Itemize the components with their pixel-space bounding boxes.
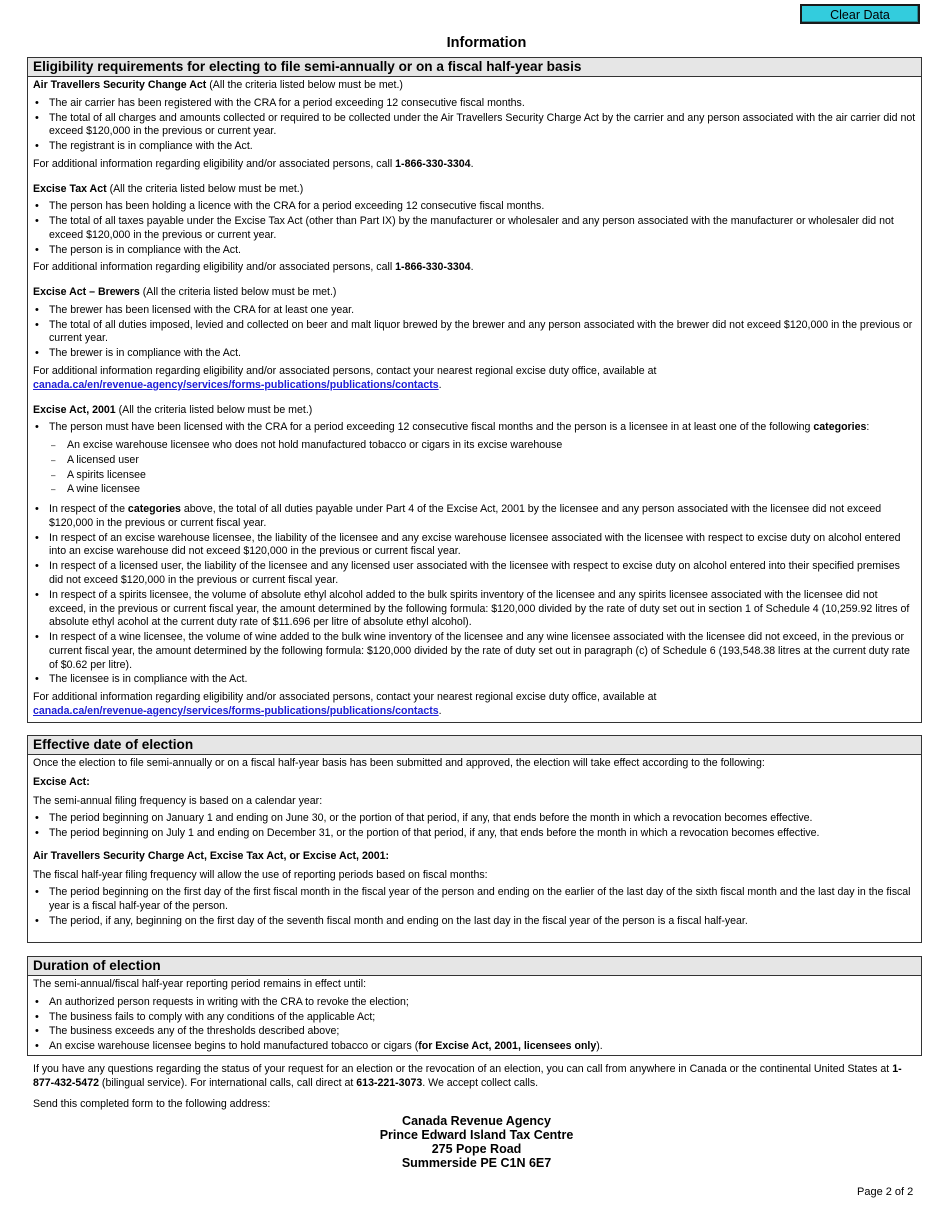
page-title: Information [446,35,527,51]
send-instruction: Send this completed form to the following address: [33,1098,271,1110]
list-item: • The period beginning on January 1 and ending on June 30, or the portion of that period, if any, that ends before the month in which a revocation becomes effective. [33,812,916,826]
effective-date-section [27,735,922,943]
brewers-subheading: Excise Act – Brewers (All the criteria listed below must be met.) [33,286,337,299]
list-item: • The registrant is in compliance with the Act. [33,140,916,154]
excise-periods-list [33,812,916,841]
list-item: • The person is in compliance with the Act. [33,244,916,258]
contacts-link[interactable]: canada.ca/en/revenue-agency/services/forms-publications/publications/contacts [33,378,439,391]
effective-intro: Once the election to file semi-annually or on a fiscal half-year basis has been submitted and approved, the election will take effect according to the following: [33,757,765,769]
mailing-address [0,1114,950,1170]
list-item: • The period beginning on the first day of the first fiscal month in the fiscal year of the person and ending on the earlier of the last day of the sixth fiscal month and the last day in the fiscal year is a fiscal half-year of the person. [33,886,916,914]
brewers-contact: For additional information regarding eligibility and/or associated persons, contact your nearest regional excise duty office, available at canada.ca/en/revenue-agency/services/forms-publications/publications/contacts. [33,365,657,391]
list-item: – A spirits licensee [51,469,916,483]
categories-list [51,439,916,497]
other-acts-subheading: Air Travellers Security Charge Act, Excise Tax Act, or Excise Act, 2001: [33,849,390,862]
address-line: Canada Revenue Agency [402,1114,551,1128]
list-item: • In respect of a wine licensee, the volume of wine added to the bulk wine inventory of the licensee and any wine licensee associated with the licensee did not exceed, in the previous or current fiscal year, the amount determined by the following formula: $120,000 divided by the rate of duty set out in paragraph (c) of Schedule 6 (193,548.38 litres at the current duty rate of $0.62 per litre). [33,631,916,672]
page-number: Page 2 of 2 [857,1186,914,1198]
address-line: Prince Edward Island Tax Centre [379,1128,574,1142]
list-item: • The person has been holding a licence with the CRA for a period exceeding 12 consecutive fiscal months. [33,200,916,214]
list-item: – A wine licensee [51,483,916,497]
excise-act-subheading: Excise Act: [33,775,90,788]
duration-heading: Duration of election [28,957,921,976]
excise-act-intro: The semi-annual filing frequency is based on a calendar year: [33,794,323,807]
duration-list [33,996,916,1054]
list-item: • The brewer has been licensed with the CRA for at least one year. [33,304,916,318]
other-acts-intro: The fiscal half-year filing frequency will allow the use of reporting periods based on fiscal months: [33,868,488,881]
list-item: • The period, if any, beginning on the first day of the seventh fiscal month and ending on the last day in the fiscal year of the person is a fiscal half-year. [33,915,916,929]
list-item: • The total of all taxes payable under the Excise Tax Act (other than Part IX) by the manufacturer or wholesaler and any person associated with the manufacturer or wholesaler did not exceed $120,000 in the previous or current year. [33,215,916,243]
list-item: • In respect of a spirits licensee, the volume of absolute ethyl alcohol added to the bulk spirits inventory of the licensee and any spirits licensee associated with the licensee did not exceed, in the previous or current fiscal year, the amount determined by the following formula: $120,000 divided by the rate of duty set out in section 1 of Schedule 4 (10,259.92 litres of absolute ethyl acohol at the current duty rate of $11.696 per litre of absolute ethyl alcohol). [33,589,916,630]
list-item: • The total of all duties imposed, levied and collected on beer and malt liquor brewed by the brewer and any person associated with the brewer did not exceed $120,000 in the previous or current year. [33,319,916,347]
list-item: • The period beginning on July 1 and ending on December 31, or the portion of that period, if any, that ends before the month in which a revocation becomes effective. [33,827,916,841]
list-item: • The brewer is in compliance with the Act. [33,347,916,361]
excise-2001-more-list [33,503,916,687]
excise-tax-criteria-list [33,200,916,257]
questions-text: If you have any questions regarding the status of your request for an election or the revocation of an election, you can call from anywhere in Canada or the continental United States at 1-877-432-5472 (bilingual service). For international calls, call direct at 613-221-3073. We accept collect calls. [33,1063,902,1089]
list-item: • The business exceeds any of the thresholds described above; [33,1025,916,1039]
list-item: • An authorized person requests in writing with the CRA to revoke the election; [33,996,916,1010]
brewers-criteria-list [33,304,916,361]
address-line: 275 Pope Road [431,1142,522,1156]
fiscal-periods-list [33,886,916,928]
excise-tax-subheading: Excise Tax Act (All the criteria listed below must be met.) [33,182,304,195]
list-item: – A licensed user [51,454,916,468]
list-item: • In respect of a licensed user, the liability of the licensee and any licensed user associated with the licensee with respect to excise duty on alcohol entered into their specified premises did not exceed $120,000 in the previous or current fiscal year. [33,560,916,588]
eligibility-heading: Eligibility requirements for electing to file semi-annually or on a fiscal half-year basis [28,58,921,77]
list-item: • The business fails to comply with any conditions of the applicable Act; [33,1011,916,1025]
atsc-subheading: Air Travellers Security Change Act (All the criteria listed below must be met.) [33,79,403,91]
excise-2001-contact: For additional information regarding eligibility and/or associated persons, contact your nearest regional excise duty office, available at canada.ca/en/revenue-agency/services/forms-publications/publications/contacts. [33,691,657,717]
list-item: • The air carrier has been registered with the CRA for a period exceeding 12 consecutive fiscal months. [33,97,916,111]
list-item: • In respect of the categories above, the total of all duties payable under Part 4 of the Excise Act, 2001 by the licensee and any person associated with the licensee did not exceed $120,000 in the previous or current fiscal year. [33,503,916,531]
excise-tax-contact: For additional information regarding eligibility and/or associated persons, call 1-866-330-3304. [33,261,474,274]
list-item: • The licensee is in compliance with the Act. [33,673,916,687]
contacts-link[interactable]: canada.ca/en/revenue-agency/services/forms-publications/publications/contacts [33,704,439,717]
atsc-criteria-list [33,97,916,154]
atsc-contact: For additional information regarding eligibility and/or associated persons, call 1-866-330-3304. [33,157,474,170]
list-item: – An excise warehouse licensee who does not hold manufactured tobacco or cigars in its excise warehouse [51,439,916,453]
eligibility-section [27,57,922,723]
list-item: • The total of all charges and amounts collected or required to be collected under the Air Travellers Security Charge Act by the carrier and any person associated with the air carrier did not exceed $120,000 in the previous or current year. [33,112,916,140]
excise-2001-criteria-list [33,421,916,435]
duration-section [27,956,922,1056]
list-item: • An excise warehouse licensee begins to hold manufactured tobacco or cigars (for Excise Act, 2001, licensees only). [33,1040,916,1054]
duration-intro: The semi-annual/fiscal half-year reporting period remains in effect until: [33,978,367,990]
list-item: • The person must have been licensed with the CRA for a period exceeding 12 consecutive fiscal months and the person is a licensee in at least one of the following categories: [33,421,916,435]
address-line: Summerside PE C1N 6E7 [401,1156,552,1170]
list-item: • In respect of an excise warehouse licensee, the liability of the licensee and any excise warehouse licensee associated with the licensee with respect to excise duty on alcohol entered into an excise warehouse did not exceed $120,000 in the previous or current fiscal year. [33,532,916,560]
effective-date-heading: Effective date of election [28,736,921,755]
clear-data-button[interactable]: Clear Data [800,4,920,24]
excise-2001-subheading: Excise Act, 2001 (All the criteria listed below must be met.) [33,403,313,416]
